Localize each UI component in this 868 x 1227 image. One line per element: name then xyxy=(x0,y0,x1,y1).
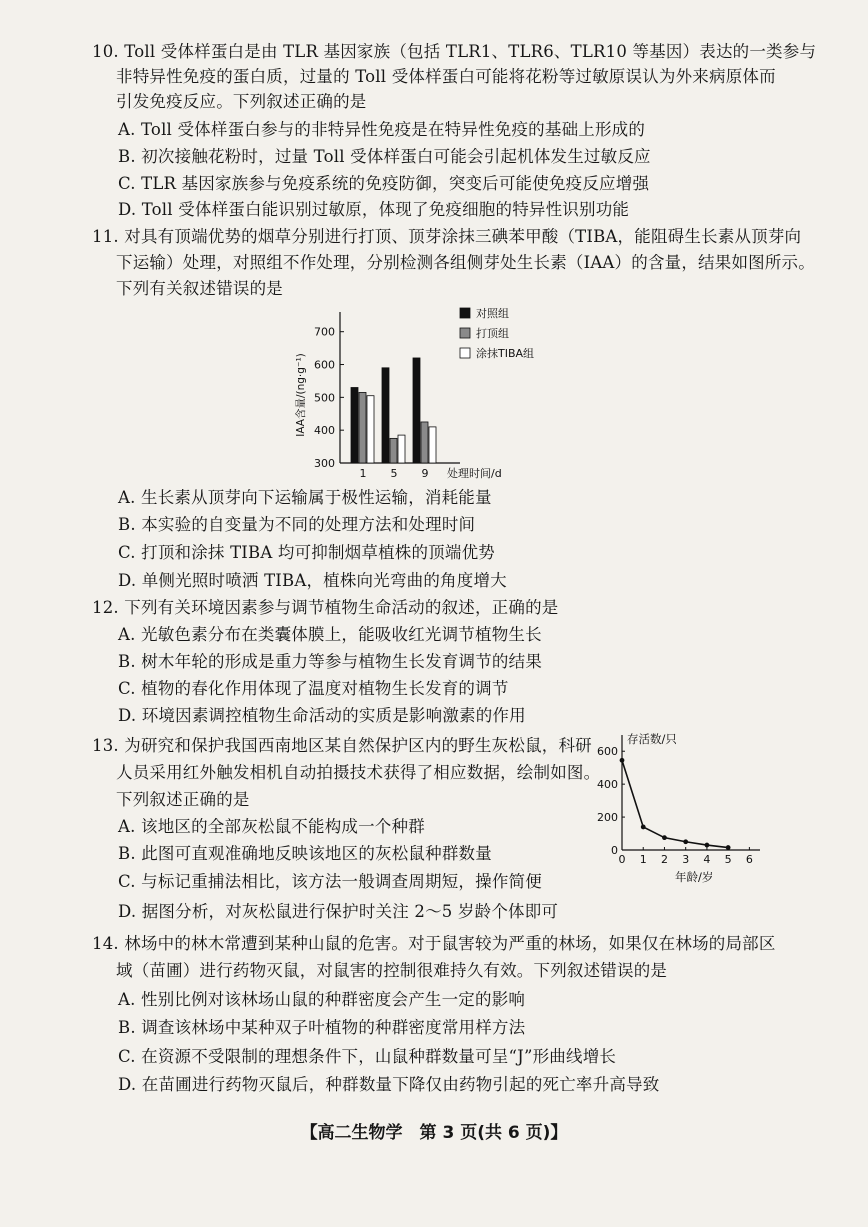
bar-9-2 xyxy=(429,427,436,463)
x-axis-label: 处理时间/d xyxy=(447,467,502,480)
q13-option-b: B. 此图可直观准确地反映该地区的灰松鼠种群数量 xyxy=(118,844,492,863)
legend-swatch xyxy=(460,328,470,338)
bar-9-1 xyxy=(421,422,428,463)
y-tick-label: 400 xyxy=(597,778,618,792)
data-point-age-4 xyxy=(705,843,710,848)
q10-stem-line-2: 非特异性免疫的蛋白质，过量的 Toll 受体样蛋白可能将花粉等过敏原误认为外来病原体而 xyxy=(116,67,776,86)
survival-curve xyxy=(622,760,728,847)
x-tick-label: 1 xyxy=(359,467,367,480)
q13-option-d: D. 据图分析，对灰松鼠进行保护时关注 2～5 岁龄个体即可 xyxy=(118,902,559,921)
y-tick-label: 400 xyxy=(314,424,335,438)
q12-stem-line-1: 12. 下列有关环境因素参与调节植物生命活动的叙述，正确的是 xyxy=(92,598,559,617)
y-axis-label: 存活数/只 xyxy=(627,732,677,746)
q14-stem-line-2: 域（苗圃）进行药物灭鼠，对鼠害的控制很难持久有效。下列叙述错误的是 xyxy=(116,961,668,980)
survival-line-chart xyxy=(580,725,770,885)
x-tick-label: 6 xyxy=(745,853,753,866)
x-tick-label: 5 xyxy=(724,853,732,866)
data-point-age-5 xyxy=(726,845,731,850)
bar-5-1 xyxy=(390,438,397,463)
iaa-bar-chart xyxy=(290,300,560,490)
bar-5-2 xyxy=(398,435,405,463)
q12-option-b: B. 树木年轮的形成是重力等参与植物生长发育调节的结果 xyxy=(118,652,543,671)
x-tick-label: 3 xyxy=(682,853,690,866)
q10-stem-line-3: 引发免疫反应。下列叙述正确的是 xyxy=(116,92,367,111)
y-tick-label: 700 xyxy=(314,325,335,339)
y-tick-label: 300 xyxy=(314,457,335,470)
y-tick-label: 0 xyxy=(611,844,618,857)
x-axis-label: 年龄/岁 xyxy=(675,870,714,884)
q14-option-b: B. 调查该林场中某种双子叶植物的种群密度常用样方法 xyxy=(118,1018,526,1037)
q10-option-c: C. TLR 基因家族参与免疫系统的免疫防御，突变后可能使免疫反应增强 xyxy=(118,174,650,193)
q10-option-b: B. 初次接触花粉时，过量 Toll 受体样蛋白可能会引起机体发生过敏反应 xyxy=(118,147,651,166)
x-tick-label: 1 xyxy=(639,853,647,866)
x-tick-label: 0 xyxy=(618,853,626,866)
q11-stem-line-1: 11. 对具有顶端优势的烟草分别进行打顶、顶芽涂抹三碘苯甲酸（TIBA，能阻碍生长素从顶芽向 xyxy=(92,227,802,246)
x-tick-label: 5 xyxy=(390,467,398,480)
q14-stem-line-1: 14. 林场中的林木常遭到某种山鼠的危害。对于鼠害较为严重的林场，如果仅在林场的局部区 xyxy=(92,934,776,953)
legend-swatch xyxy=(460,348,470,358)
data-point-age-3 xyxy=(683,839,688,844)
q13-stem-line-3: 下列叙述正确的是 xyxy=(116,790,250,809)
q11-option-a: A. 生长素从顶芽向下运输属于极性运输，消耗能量 xyxy=(118,488,492,507)
q12-option-a: A. 光敏色素分布在类囊体膜上，能吸收红光调节植物生长 xyxy=(118,625,542,644)
data-point-age-1 xyxy=(641,825,646,830)
bar-1-0 xyxy=(351,388,358,464)
q10-option-a: A. Toll 受体样蛋白参与的非特异性免疫是在特异性免疫的基础上形成的 xyxy=(118,120,646,139)
x-tick-label: 4 xyxy=(703,853,711,866)
y-tick-label: 500 xyxy=(314,391,335,405)
x-tick-label: 2 xyxy=(660,853,668,866)
data-point-age-0 xyxy=(620,758,625,763)
bar-1-1 xyxy=(359,392,366,463)
q11-stem-line-2: 下运输）处理，对照组不作处理，分别检测各组侧芽处生长素（IAA）的含量，结果如图所示。 xyxy=(116,253,815,272)
q11-stem-line-3: 下列有关叙述错误的是 xyxy=(116,279,283,298)
y-axis-label: IAA含量/(ng·g⁻¹) xyxy=(295,353,307,437)
y-tick-label: 600 xyxy=(597,745,618,759)
q10-option-d: D. Toll 受体样蛋白能识别过敏原，体现了免疫细胞的特异性识别功能 xyxy=(118,200,630,219)
q11-option-d: D. 单侧光照时喷洒 TIBA，植株向光弯曲的角度增大 xyxy=(118,571,507,590)
data-point-age-2 xyxy=(662,835,667,840)
q12-option-d: D. 环境因素调控植物生命活动的实质是影响激素的作用 xyxy=(118,706,526,725)
q10-stem-line-1: 10. Toll 受体样蛋白是由 TLR 基因家族（包括 TLR1、TLR6、TLR10 等基因）表达的一类参与 xyxy=(92,42,817,61)
q13-stem-line-2: 人员采用红外触发相机自动拍摄技术获得了相应数据，绘制如图。 xyxy=(116,763,601,782)
legend-label: 涂抹TIBA组 xyxy=(476,347,535,360)
y-tick-label: 200 xyxy=(597,811,618,825)
q14-option-c: C. 在资源不受限制的理想条件下，山鼠种群数量可呈“J”形曲线增长 xyxy=(118,1047,617,1066)
q13-option-a: A. 该地区的全部灰松鼠不能构成一个种群 xyxy=(118,817,425,836)
x-tick-label: 9 xyxy=(421,467,429,480)
q12-option-c: C. 植物的春化作用体现了温度对植物生长发育的调节 xyxy=(118,679,509,698)
y-tick-label: 600 xyxy=(314,358,335,372)
legend-swatch xyxy=(460,308,470,318)
bar-1-2 xyxy=(367,396,374,463)
q11-option-b: B. 本实验的自变量为不同的处理方法和处理时间 xyxy=(118,515,476,534)
q13-option-c: C. 与标记重捕法相比，该方法一般调查周期短，操作简便 xyxy=(118,872,542,891)
bar-9-0 xyxy=(413,358,420,463)
q11-option-c: C. 打顶和涂抹 TIBA 均可抑制烟草植株的顶端优势 xyxy=(118,543,495,562)
legend-label: 打顶组 xyxy=(476,327,509,340)
q14-option-d: D. 在苗圃进行药物灭鼠后，种群数量下降仅由药物引起的死亡率升高导致 xyxy=(118,1075,660,1094)
legend-label: 对照组 xyxy=(476,307,509,320)
page-footer: 【高二生物学 第 3 页(共 6 页)】 xyxy=(300,1123,568,1143)
q14-option-a: A. 性别比例对该林场山鼠的种群密度会产生一定的影响 xyxy=(118,990,526,1009)
q13-stem-line-1: 13. 为研究和保护我国西南地区某自然保护区内的野生灰松鼠，科研 xyxy=(92,736,592,755)
bar-5-0 xyxy=(382,368,389,463)
